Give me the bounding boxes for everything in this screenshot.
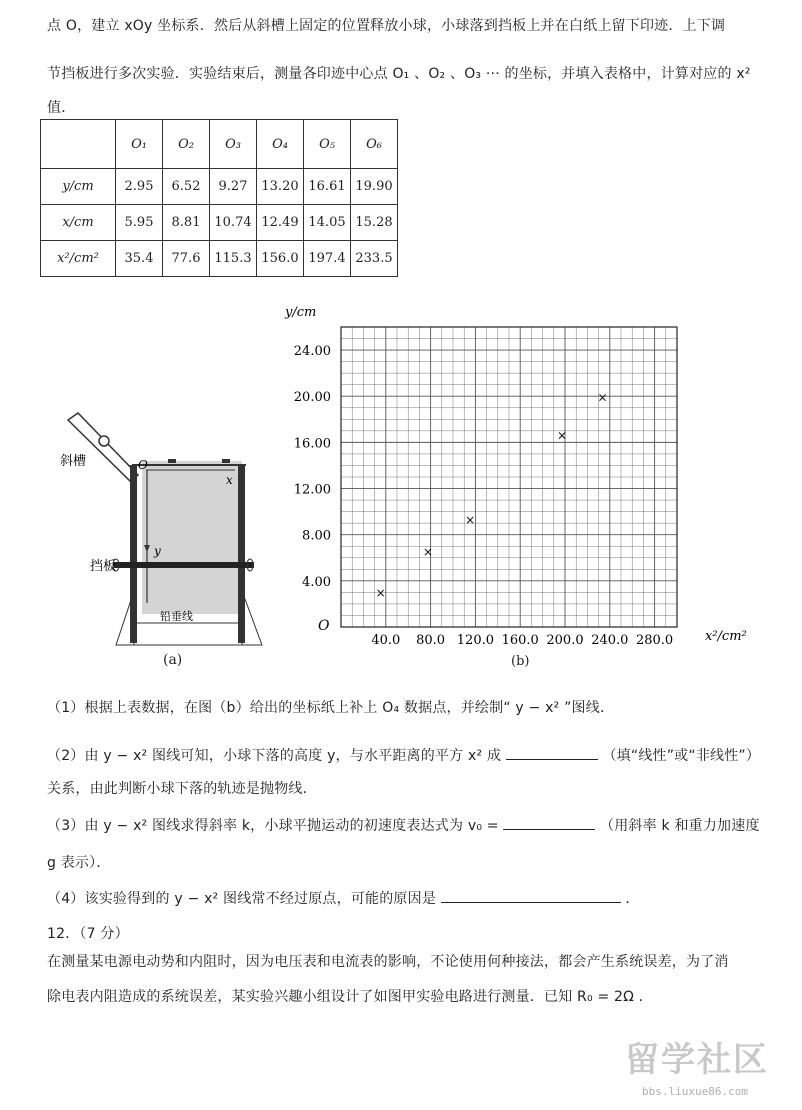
- x-tick-label: 200.0: [546, 633, 584, 648]
- table-header-cell: O₆: [351, 120, 398, 169]
- y-x2-chart: [280, 300, 780, 680]
- y-tick-label: 16.00: [293, 436, 331, 452]
- question-2-hint: （填“线性”或“非线性”）: [602, 748, 761, 764]
- problem-12-line-1: 在测量某电源电动势和内阻时，因为电压表和电流表的影响，不论使用何种接法，都会产生系统误差，为了消: [47, 954, 729, 970]
- y-tick-label: 4.00: [302, 574, 331, 590]
- question-2-cont: 关系，由此判断小球下落的轨迹是抛物线．: [47, 781, 317, 797]
- question-3-text: （3）由 y − x² 图线求得斜率 k，小球平抛运动的初速度表达式为 v₀ =: [47, 818, 499, 834]
- table-cell: 197.4: [304, 241, 351, 277]
- watermark-url: bbs.liuxue86.com: [642, 1085, 748, 1098]
- intro-line-1: 点 O，建立 xOy 坐标系．然后从斜槽上固定的位置释放小球，小球落到挡板上并在白纸上留下印迹．上下调: [47, 18, 726, 34]
- table-cell: 14.05: [304, 205, 351, 241]
- clip-mark: [168, 459, 176, 463]
- x-tick-label: 160.0: [501, 633, 539, 648]
- table-cell: 16.61: [304, 169, 351, 205]
- clip-mark: [222, 459, 230, 463]
- x-tick-label: 40.0: [371, 633, 401, 648]
- table-row-label: x²/cm²: [41, 241, 116, 277]
- question-1: （1）根据上表数据，在图（b）给出的坐标纸上补上 O₄ 数据点，并绘制“ y − x² ”图线．: [47, 700, 615, 716]
- table-cell: 77.6: [163, 241, 210, 277]
- table-cell: 2.95: [116, 169, 163, 205]
- x-tick-label: 280.0: [635, 633, 674, 648]
- question-4-line: [47, 888, 640, 908]
- chute-shape: [68, 413, 138, 481]
- origin-o-label: O: [138, 458, 148, 472]
- table-cell: 19.90: [351, 169, 398, 205]
- y-label: y: [154, 544, 161, 558]
- chart-points: [376, 390, 608, 600]
- question-2-text: （2）由 y − x² 图线可知，小球下落的高度 y，与水平距离的平方 x² 成: [47, 748, 502, 764]
- data-point: ×: [422, 544, 433, 559]
- answer-blank-4[interactable]: [441, 888, 621, 903]
- baffle-board: [114, 562, 254, 568]
- x-tick-label: 240.0: [591, 633, 629, 648]
- y-tick-label: 12.00: [293, 482, 331, 498]
- table-header-cell: O₃: [210, 120, 257, 169]
- x-axis-title: x²/cm²: [705, 629, 747, 644]
- plumb-label: 铅垂线: [160, 610, 193, 623]
- table-cell: 35.4: [116, 241, 163, 277]
- table-cell: 6.52: [163, 169, 210, 205]
- watermark-logo: 留学社区: [625, 1040, 769, 1080]
- table-cell: 10.74: [210, 205, 257, 241]
- question-3-line: [47, 815, 760, 835]
- table-cell: 13.20: [257, 169, 304, 205]
- answer-blank-3[interactable]: [503, 815, 595, 830]
- figure-b-caption: (b): [511, 654, 530, 669]
- question-2-line: [47, 745, 760, 765]
- data-table: [40, 119, 398, 277]
- table-corner-cell: [41, 120, 116, 169]
- table-cell: 9.27: [210, 169, 257, 205]
- apparatus-figure: [50, 405, 270, 675]
- table-row: [41, 241, 398, 277]
- question-4-text: （4）该实验得到的 y − x² 图线常不经过原点，可能的原因是: [47, 891, 437, 907]
- x-tick-label: 80.0: [416, 633, 446, 648]
- y-tick-label: 8.00: [302, 528, 331, 544]
- data-point: ×: [375, 585, 386, 600]
- x-tick-label: 120.0: [456, 633, 495, 648]
- y-tick-label: 20.00: [293, 390, 331, 406]
- table-row-label: x/cm: [41, 205, 116, 241]
- table-row: [41, 205, 398, 241]
- problem-12-title: 12．（7 分）: [47, 926, 129, 942]
- table-cell: 5.95: [116, 205, 163, 241]
- table-header-cell: O₅: [304, 120, 351, 169]
- table-row-label: y/cm: [41, 169, 116, 205]
- x-label: x: [226, 473, 233, 487]
- data-point: ×: [597, 390, 608, 405]
- baffle-label: 挡板: [90, 559, 117, 574]
- origin-label: O: [318, 618, 330, 634]
- question-4-end: ．: [625, 891, 640, 907]
- table-header-cell: O₄: [257, 120, 304, 169]
- y-tick-label: 24.00: [293, 344, 331, 360]
- table-cell: 115.3: [210, 241, 257, 277]
- table-cell: 12.49: [257, 205, 304, 241]
- chart-grid: [341, 327, 677, 627]
- question-3-hint: （用斜率 k 和重力加速度: [600, 818, 760, 834]
- data-point: ×: [465, 513, 476, 528]
- figure-a-caption: (a): [163, 652, 183, 668]
- chute-label: 斜槽: [60, 454, 87, 469]
- chart-ticks: [294, 344, 673, 648]
- answer-blank-2[interactable]: [506, 745, 598, 760]
- ball-icon: [99, 436, 109, 446]
- intro-line-3: 值．: [47, 100, 76, 116]
- data-point: ×: [557, 428, 568, 443]
- table-header-cell: O₂: [163, 120, 210, 169]
- question-3-cont: g 表示）．: [47, 855, 111, 871]
- y-axis-title: y/cm: [285, 305, 317, 320]
- problem-12-line-2: 除电表内阻造成的系统误差，某实验兴趣小组设计了如图甲实验电路进行测量．已知 R₀ = 2Ω ．: [47, 989, 653, 1005]
- table-cell: 8.81: [163, 205, 210, 241]
- table-row: [41, 169, 398, 205]
- table-cell: 15.28: [351, 205, 398, 241]
- table-header-cell: O₁: [116, 120, 163, 169]
- table-cell: 156.0: [257, 241, 304, 277]
- table-cell: 233.5: [351, 241, 398, 277]
- intro-line-2: 节挡板进行多次实验．实验结束后，测量各印迹中心点 O₁ 、O₂ 、O₃ ··· 的坐标，并填入表格中，计算对应的 x²: [47, 66, 751, 82]
- table-header-row: [41, 120, 398, 169]
